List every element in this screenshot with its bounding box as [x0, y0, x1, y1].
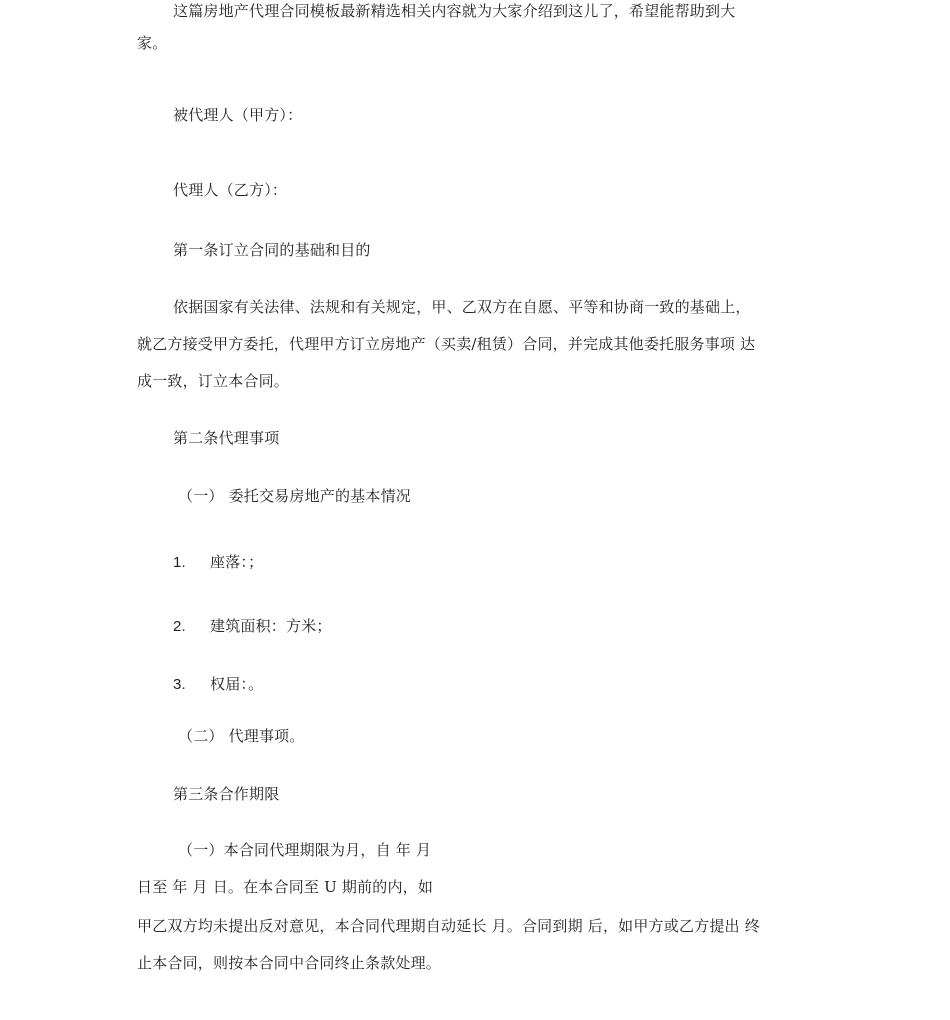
agent-party-label: 代理人（乙方）： — [173, 181, 288, 199]
list-item-text: 座落：； — [210, 553, 264, 571]
list-item-number: 2. — [173, 618, 186, 635]
article-1-paragraph-line-1: 依据国家有关法律、法规和有关规定，甲、乙双方在自愿、平等和协商一致的基础上， — [173, 298, 751, 316]
article-3-line-1: （一）本合同代理期限为月，自 年 月 — [178, 841, 432, 859]
list-item-number: 1. — [173, 554, 186, 571]
intro-line-1: 这篇房地产代理合同模板最新精选相关内容就为大家介绍到这儿了，希望能帮助到大 — [173, 2, 736, 20]
list-item — [173, 616, 573, 637]
list-item-text: 建筑面积：方米； — [210, 617, 332, 635]
list-item — [173, 552, 573, 573]
article-2-subsection-1: （一） 委托交易房地产的基本情况 — [178, 487, 411, 505]
intro-line-2: 家。 — [137, 34, 168, 52]
principal-party-label: 被代理人（甲方）： — [173, 106, 303, 124]
list-item-number: 3. — [173, 676, 186, 693]
article-2-heading: 第二条代理事项 — [173, 429, 280, 447]
article-3-line-2: 日至 年 月 日。在本合同至 U 期前的内，如 — [137, 878, 434, 896]
article-3-heading: 第三条合作期限 — [173, 785, 280, 803]
article-2-subsection-2: （二） 代理事项。 — [178, 727, 305, 745]
article-3-line-4: 止本合同，则按本合同中合同终止条款处理。 — [137, 954, 442, 972]
list-item — [173, 674, 573, 695]
article-1-heading: 第一条订立合同的基础和目的 — [173, 241, 371, 259]
list-item-text: 权届：。 — [210, 675, 264, 693]
article-3-line-3: 甲乙双方均未提出反对意见，本合同代理期自动延长 月。合同到期 后，如甲方或乙方提出 终 — [137, 917, 760, 935]
article-1-paragraph-line-3: 成一致，订立本合同。 — [137, 372, 290, 390]
article-1-paragraph-line-2: 就乙方接受甲方委托，代理甲方订立房地产（买卖/租赁）合同，并完成其他委托服务事项 达 — [137, 335, 756, 353]
